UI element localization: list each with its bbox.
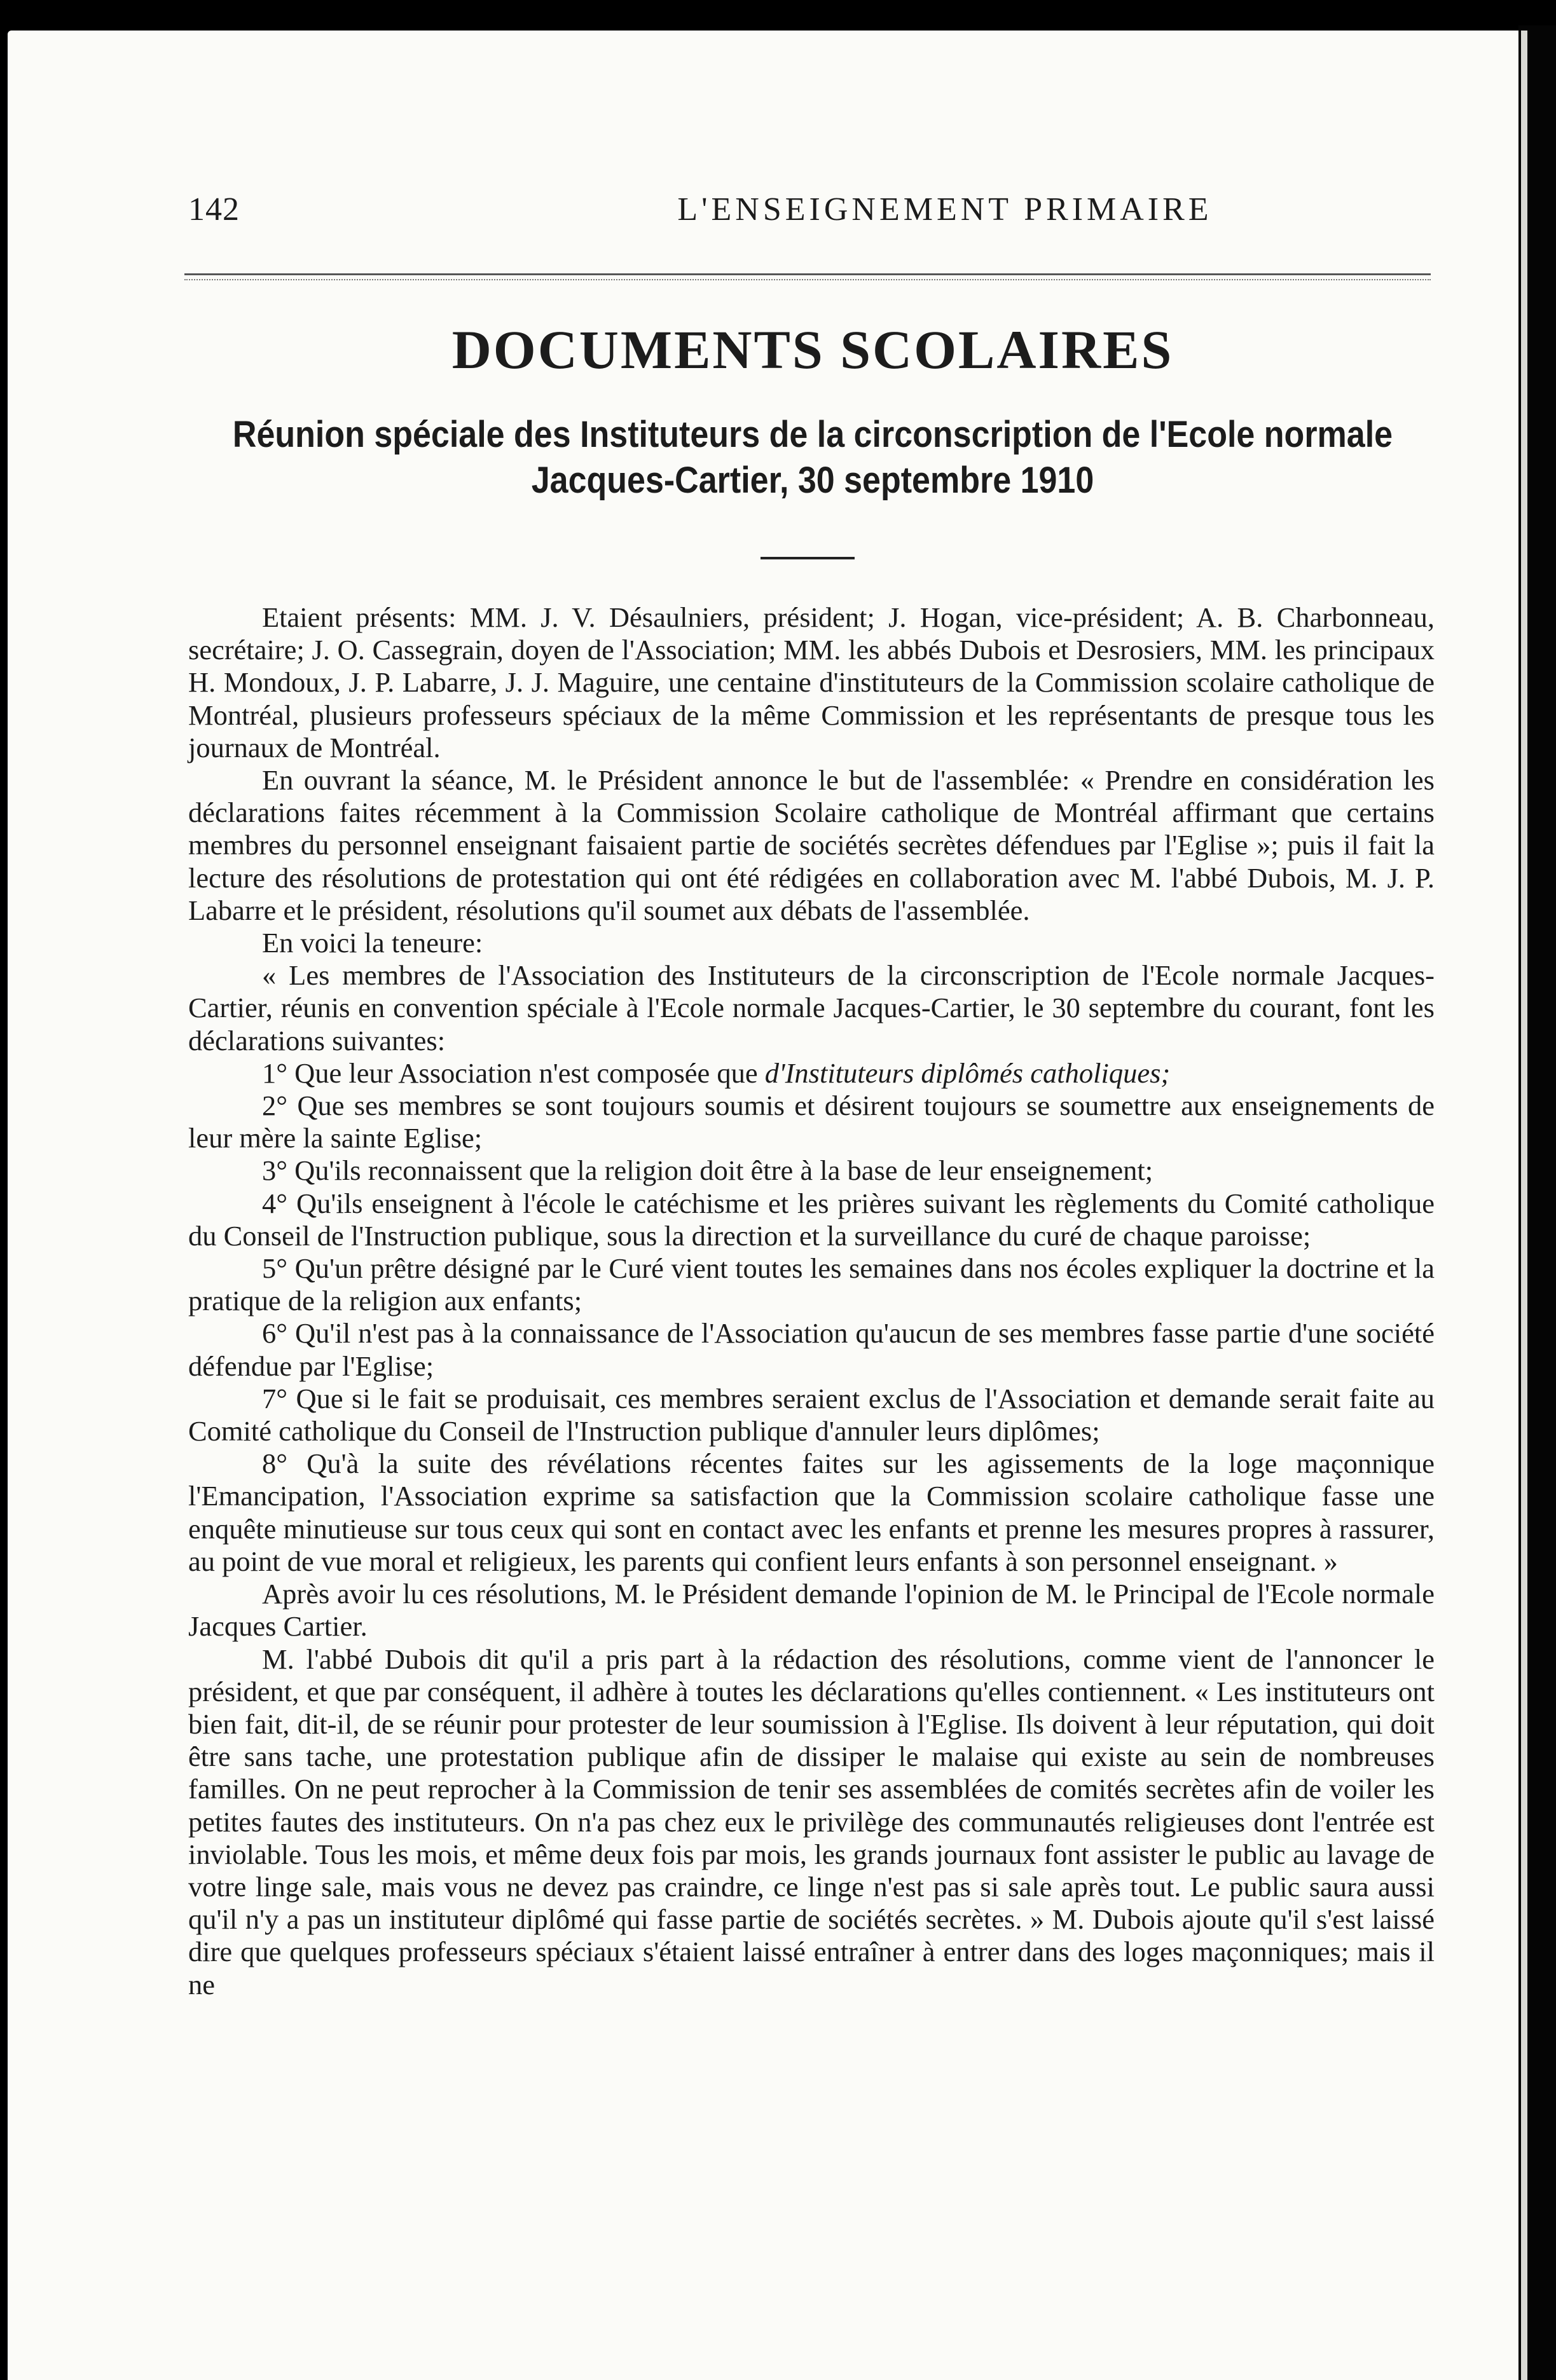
page-edge: [1521, 31, 1527, 2380]
section-subtitle: [188, 412, 1437, 503]
resolution-item-3: 3° Qu'ils reconnaissent que la religion doit être à la base de leur enseignement;: [262, 1154, 1153, 1187]
paragraph-opening: En ouvrant la séance, M. le Président annonce le but de l'assemblée: « Prendre en considération les déclarations faites récemment à la Commission Scolaire catholique de Montréal affirmant que certains membres du personnel enseignant faisaient partie de sociétés secrètes défendues par l'Eglise »; puis il fait la lecture des résolutions de protestation qui ont été rédigées en collaboration avec M. l'abbé Dubois, M. J. P. Labarre et le président, résolutions qu'il soumet aux débats de l'assemblée.: [188, 764, 1435, 926]
resolution-item-2: 2° Que ses membres se sont toujours soumis et désirent toujours se soumettre aux enseignements de leur mère la sainte Eglise;: [188, 1090, 1435, 1154]
resolution-item-6: 6° Qu'il n'est pas à la connaissance de l'Association qu'aucun de ses membres fasse partie d'une société défendue par l'Eglise;: [188, 1317, 1435, 1382]
header-rule: [184, 273, 1431, 280]
article-body: [188, 601, 1435, 2001]
subtitle-line-1: Réunion spéciale des Instituteurs de la circonscription de l'Ecole normale: [232, 414, 1393, 456]
paragraph-declaration: « Les membres de l'Association des Instituteurs de la circonscription de l'Ecole normale Jacques-Cartier, réunis en convention spéciale à l'Ecole normale Jacques-Cartier, le 30 septembre du courant, font les déclarations suivantes:: [188, 959, 1435, 1057]
resolution-item-5: 5° Qu'un prêtre désigné par le Curé vient toutes les semaines dans nos écoles expliquer la doctrine et la pratique de la religion aux enfants;: [188, 1252, 1435, 1317]
running-title: L'ENSEIGNEMENT PRIMAIRE: [677, 191, 1213, 228]
resolution-item-1: [188, 1057, 1435, 1090]
page-number: 142: [188, 191, 240, 228]
resolution-item-8: 8° Qu'à la suite des révélations récentes faites sur les agissements de la loge maçonnique l'Emancipation, l'Association exprime sa satisfaction que la Commission scolaire catholique fasse une enquête minutieuse sur tous ceux qui sont en contact avec les enfants et prenne les mesures propres à rassurer, au point de vue moral et religieux, les parents qui confient leurs enfants à son personnel enseignant. »: [188, 1447, 1435, 1577]
paragraph-attendance: Etaient présents: MM. J. V. Désaulniers, président; J. Hogan, vice-président; A. B. Charbonneau, secrétaire; J. O. Cassegrain, doyen de l'Association; MM. les abbés Dubois et Desrosiers, MM. les principaux H. Mondoux, J. P. Labarre, J. J. Maguire, une centaine d'instituteurs de la Commission scolaire catholique de Montréal, plusieurs professeurs spéciaux de la même Commission et les représentants de presque tous les journaux de Montréal.: [188, 601, 1435, 763]
paragraph-opinion-request: Après avoir lu ces résolutions, M. le Président demande l'opinion de M. le Principal de l'Ecole normale Jacques Cartier.: [188, 1578, 1435, 1643]
page-header: [188, 191, 1437, 242]
resolution-item-7: 7° Que si le fait se produisait, ces membres seraient exclus de l'Association et demande serait faite au Comité catholique du Conseil de l'Instruction publique d'annuler leurs diplômes;: [188, 1382, 1435, 1447]
resolution-item-4: 4° Qu'ils enseignent à l'école le catéchisme et les prières suivant les règlements du Comité catholique du Conseil de l'Instruction publique, sous la direction et la surveillance du curé de chaque paroisse;: [188, 1187, 1435, 1252]
subtitle-line-2: Jacques-Cartier, 30 septembre 1910: [531, 460, 1094, 502]
section-title: DOCUMENTS SCOLAIRES: [451, 319, 1174, 380]
paragraph-intro: En voici la teneure:: [262, 927, 483, 959]
resolution-item-1-text: 1° Que leur Association n'est composée que: [262, 1057, 765, 1089]
paragraph-dubois: M. l'abbé Dubois dit qu'il a pris part à la rédaction des résolutions, comme vient de l'annoncer le président, et que par conséquent, il adhère à toutes les déclarations qu'elles contiennent. « Les instituteurs ont bien fait, dit-il, de se réunir pour protester de leur soumission à l'Eglise. Ils doivent à leur réputation, qui doit être sans tache, une protestation publique afin de dissiper le malaise qui existe au sein de nombreuses familles. On ne peut reprocher à la Commission de tenir ses assemblées de comités secrètes afin de voiler les petites fautes des instituteurs. On n'a pas chez eux le privilège des communautés religieuses dont l'entrée est inviolable. Tous les mois, et même deux fois par mois, les grands journaux font assister le public au lavage de votre linge sale, mais vous ne devez pas craindre, ce linge n'est pas si sale après tout. Le public saura aussi qu'il n'y a pas un instituteur diplômé qui fasse partie de sociétés secrètes. » M. Dubois ajoute qu'il s'est laissé dire que quelques professeurs spéciaux s'étaient laissé entraîner à entrer dans des loges maçonniques; mais il ne: [188, 1643, 1435, 2000]
resolution-item-1-emphasis: d'Instituteurs diplômés catholiques;: [764, 1057, 1171, 1089]
section-divider: [761, 557, 855, 559]
